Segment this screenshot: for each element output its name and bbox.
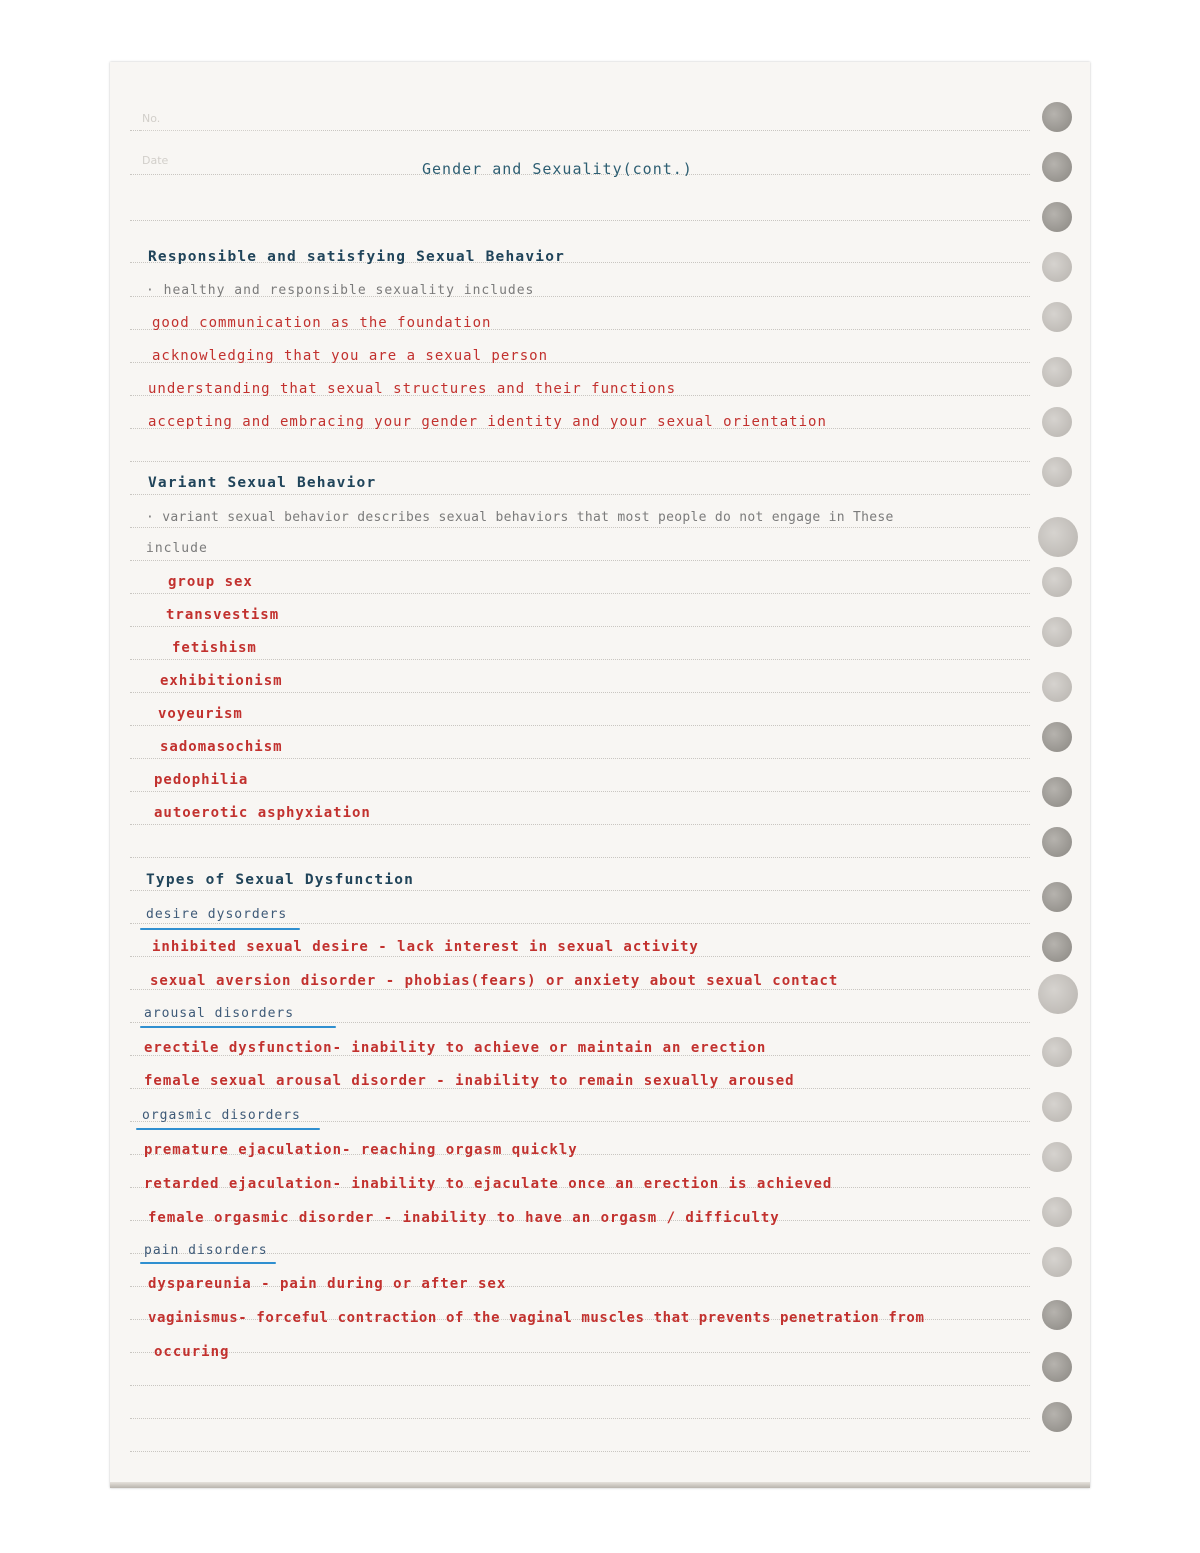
list-item: accepting and embracing your gender identity and your sexual orientation [148,414,827,430]
list-item-continued: occuring [154,1344,230,1360]
list-item: fetishism [172,640,257,656]
list-item: retarded ejaculation- inability to ejaculate once an erection is achieved [144,1176,833,1192]
section-heading-variant: Variant Sexual Behavior [148,475,377,491]
list-item: voyeurism [158,706,243,722]
list-item: acknowledging that you are a sexual person [152,348,549,364]
no-field-line [140,130,320,131]
list-item: sadomasochism [160,739,283,755]
list-item: understanding that sexual structures and their functions [148,381,677,397]
section-heading-responsible: Responsible and satisfying Sexual Behavior [148,249,566,265]
subheading-pain: pain disorders [144,1243,268,1258]
list-item: transvestism [166,607,280,623]
list-item: pedophilia [154,772,249,788]
underline [136,1128,320,1130]
underline [140,1262,276,1264]
underline [140,1026,336,1028]
list-item: autoerotic asphyxiation [154,805,371,821]
section-intro: · healthy and responsible sexuality includes [146,283,535,298]
date-label: Date [142,154,169,167]
no-label: No. [142,112,161,125]
list-item: exhibitionism [160,673,283,689]
notebook-page [110,62,1090,1488]
list-item: erectile dysfunction- inability to achieve or maintain an erection [144,1040,767,1056]
list-item: premature ejaculation- reaching orgasm quickly [144,1142,578,1158]
section-intro-continued: include [146,541,208,556]
subheading-desire: desire dysorders [146,907,288,922]
list-item: inhibited sexual desire - lack interest in sexual activity [152,939,699,955]
list-item: good communication as the foundation [152,315,492,331]
subheading-orgasmic: orgasmic disorders [142,1108,301,1123]
underline [140,928,300,930]
section-heading-dysfunction: Types of Sexual Dysfunction [146,872,415,888]
page-title: Gender and Sexuality(cont.) [422,160,693,178]
subheading-arousal: arousal disorders [144,1006,295,1021]
list-item: group sex [168,574,253,590]
list-item: female orgasmic disorder - inability to have an orgasm / difficulty [148,1210,780,1226]
list-item: female sexual arousal disorder - inability to remain sexually aroused [144,1073,795,1089]
section-intro: · variant sexual behavior describes sexual behaviors that most people do not engage in These [146,510,894,525]
list-item: dyspareunia - pain during or after sex [148,1276,507,1292]
list-item: vaginismus- forceful contraction of the vaginal muscles that prevents penetration from [148,1310,925,1326]
list-item: sexual aversion disorder - phobias(fears) or anxiety about sexual contact [150,973,839,989]
